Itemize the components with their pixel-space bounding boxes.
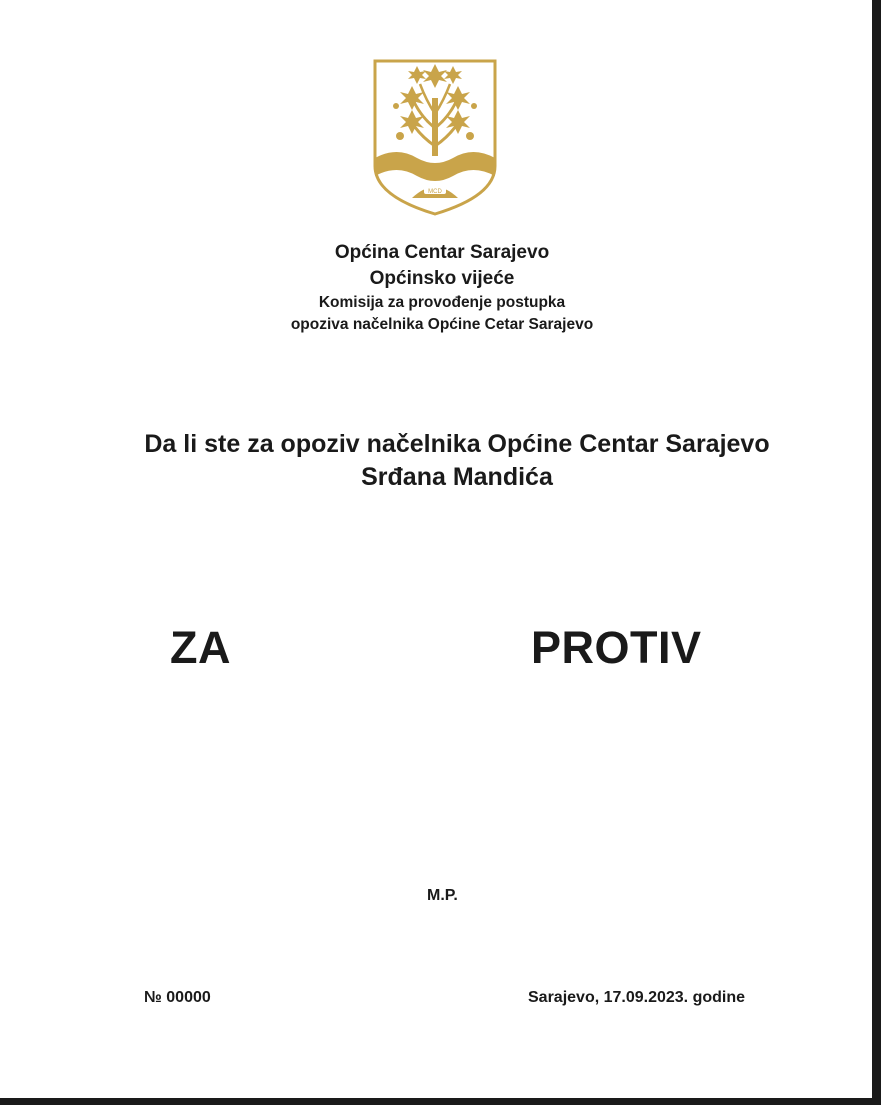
commission-name: Komisija za provođenje postupka bbox=[318, 294, 566, 311]
commission-purpose: opoziva načelnika Općine Cetar Sarajevo bbox=[290, 316, 594, 333]
svg-text:MCD: MCD bbox=[428, 189, 442, 195]
vote-option-for[interactable]: ZA bbox=[170, 622, 231, 673]
issuer-header bbox=[0, 240, 881, 336]
question-line-1: Da li ste za opoziv načelnika Općine Centar Sarajevo bbox=[144, 430, 770, 458]
municipality-coat-of-arms-icon bbox=[372, 58, 498, 216]
ballot-serial-number: № 00000 bbox=[144, 989, 211, 1006]
council-name: Općinsko vijeće bbox=[369, 268, 515, 289]
municipality-name: Općina Centar Sarajevo bbox=[334, 242, 550, 263]
ballot-question bbox=[0, 428, 881, 494]
question-line-2: Srđana Mandića bbox=[361, 463, 553, 491]
vote-option-against[interactable]: PROTIV bbox=[531, 622, 702, 673]
stamp-placeholder-label: M.P. bbox=[427, 887, 458, 904]
place-and-date: Sarajevo, 17.09.2023. godine bbox=[528, 989, 746, 1006]
